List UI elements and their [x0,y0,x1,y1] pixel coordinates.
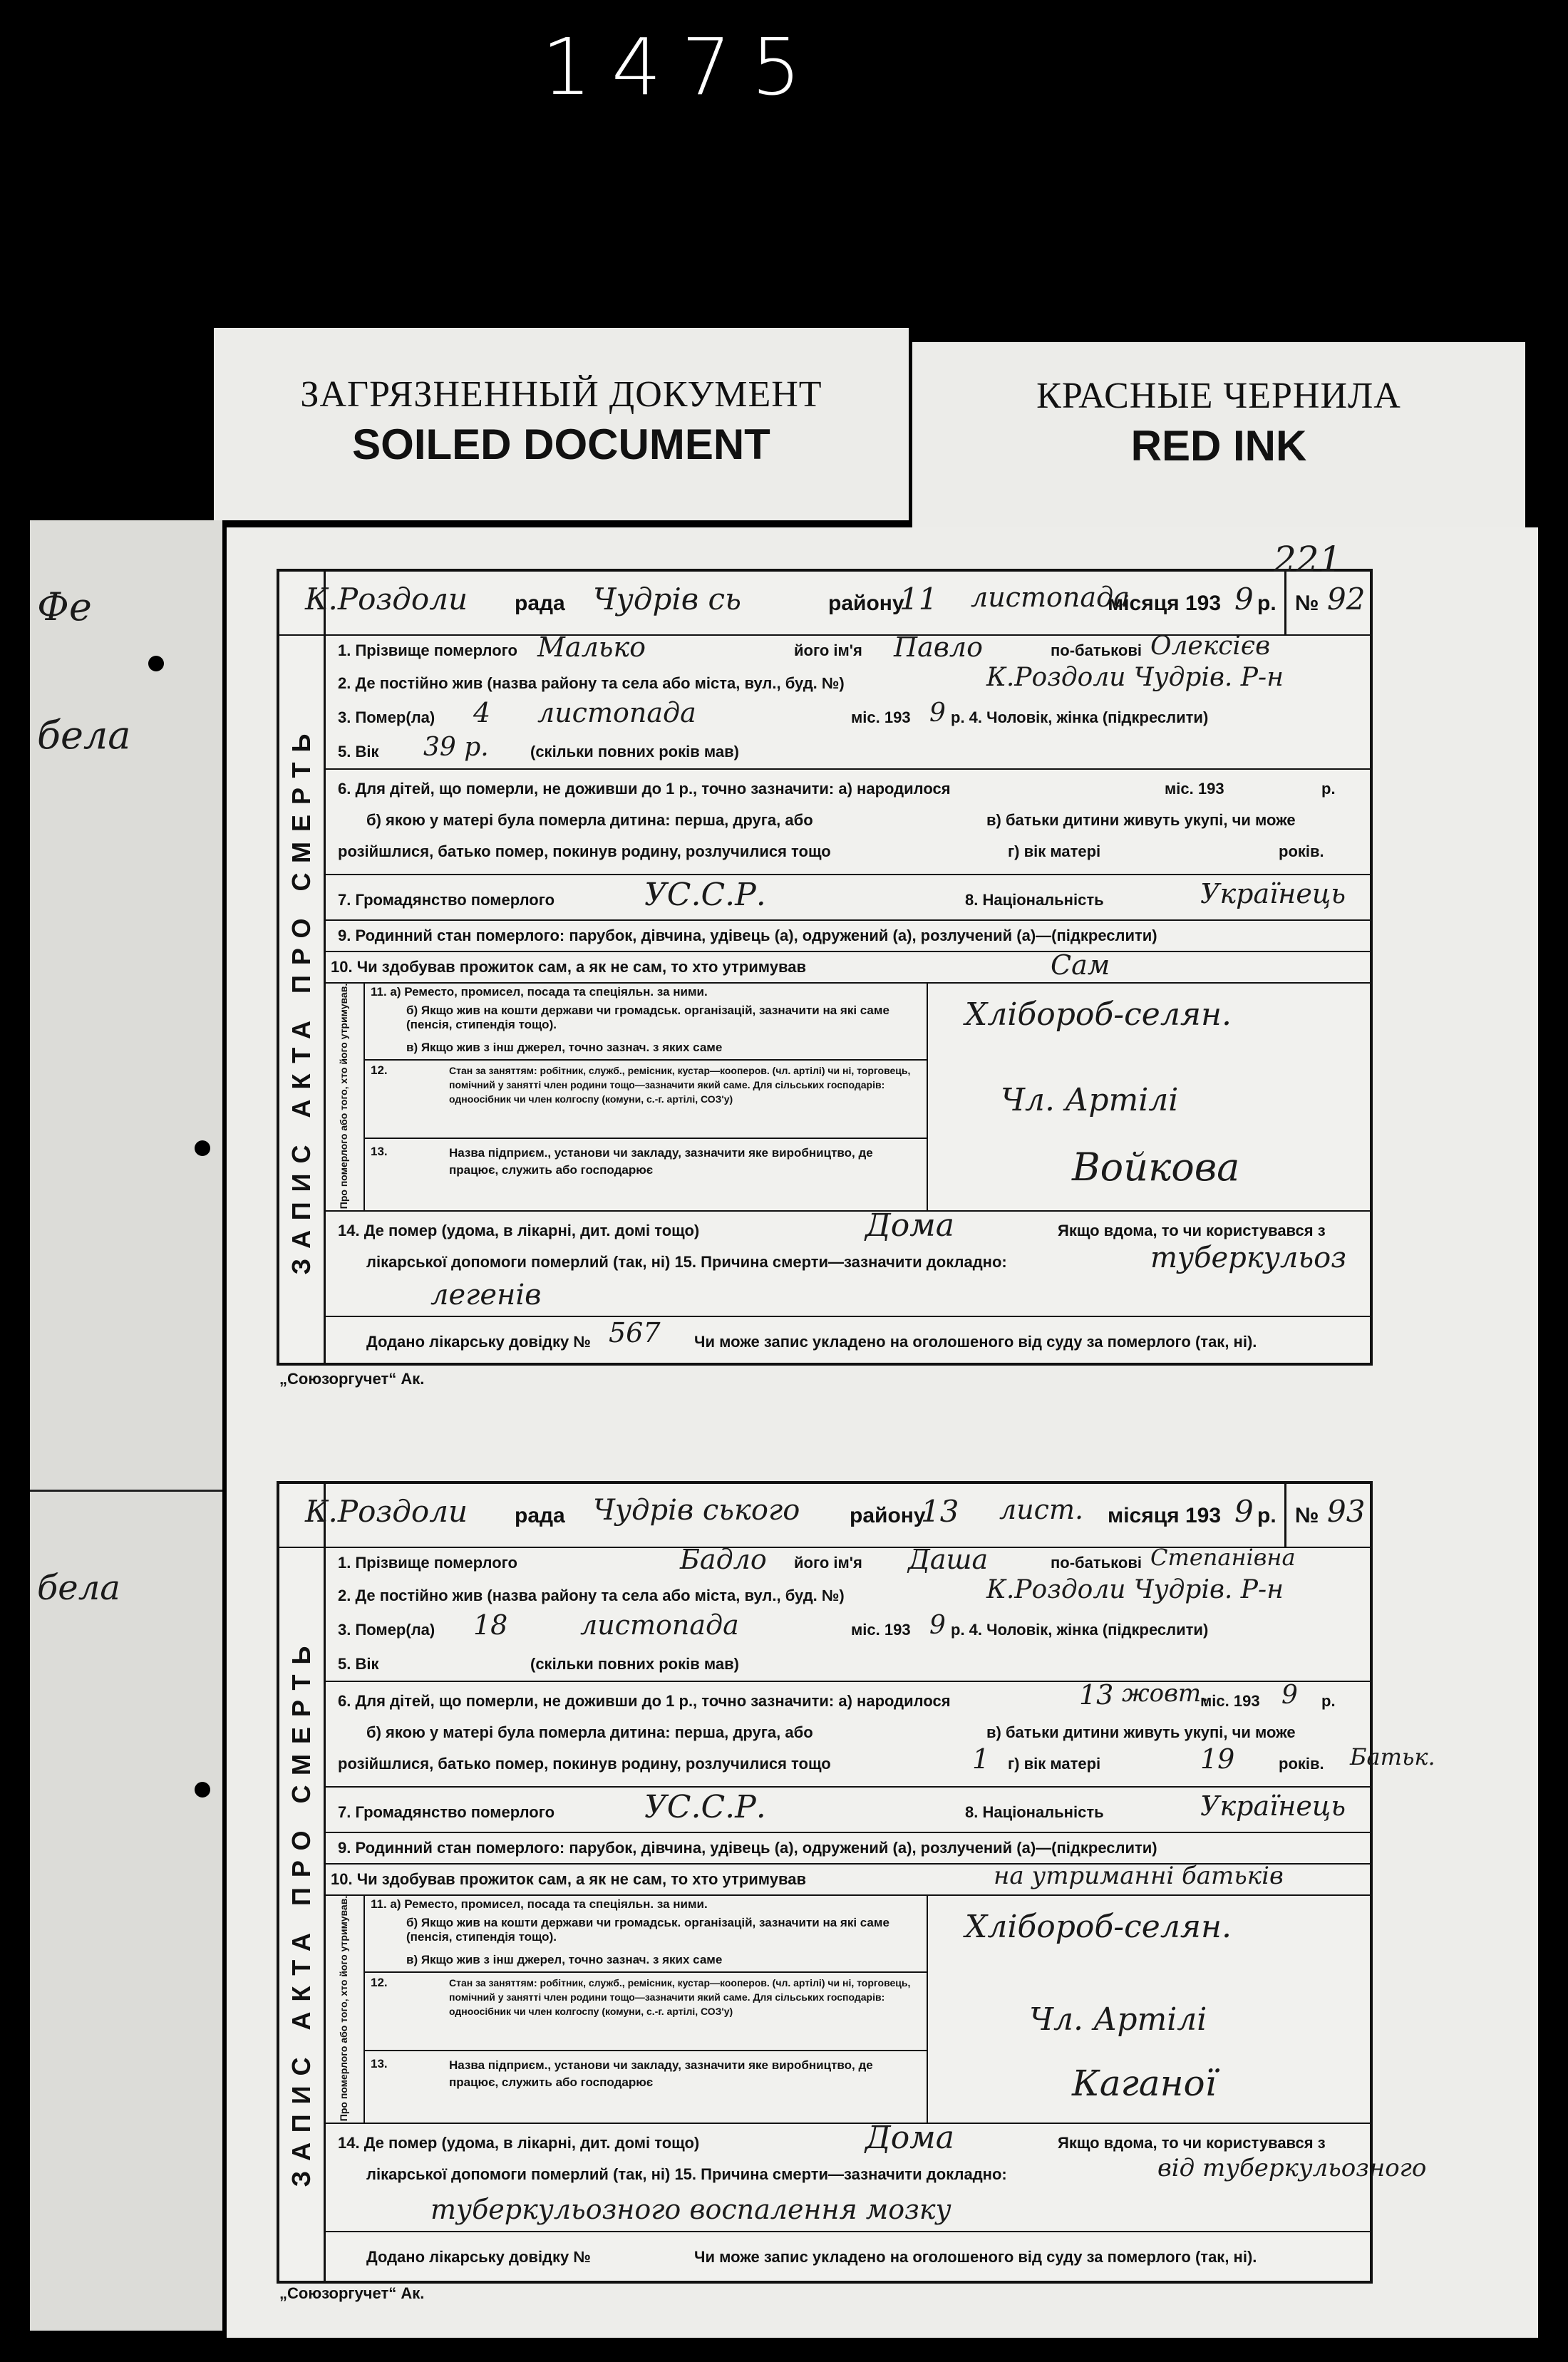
record-1-surname: Малько [537,631,646,663]
soiled-label-ru: ЗАГРЯЗНЕННЫЙ ДОКУМЕНТ [300,374,822,415]
record-2-field-10: 10. Чи здобував прожиток сам, а як не сам, то хто утримував на утриманні батьків [324,1863,1370,1896]
punch-hole-1 [148,656,164,671]
record-1-occupation: Хлібороб-селян. [965,996,1232,1033]
record-1-workplace: Войкова [1072,1145,1240,1190]
record-1-status: Чл. Артілі [1001,1082,1179,1118]
left-partial-sheet [30,520,222,2331]
record-1-district: Чудрів сь [593,582,741,617]
record-1-field-2: 2. Де постійно жив (назва району та села або міста, вул., буд. №) К.Роздоли Чудрів. Р-н [338,663,1284,692]
record-2-form-title: ЗАПИС АКТА ПРО СМЕРТЬ [287,1636,316,2187]
record-1-year: 9 [1234,582,1254,617]
left-fragment-top-2: бела [37,713,131,758]
record-1-field-1: 1. Прізвище померлого Малько його ім'я Павло по-батькові Олексієв [338,631,1271,663]
left-fragment-mid-1: бела [37,1568,120,1608]
punch-hole-2 [195,1140,210,1156]
record-2-header: К.Роздоли рада Чудрів ського району 13 лист. місяця 193 9 р. № 93 [279,1484,1370,1548]
record-1-label-r: р. [1257,592,1276,615]
record-1-nationality: Українець [1200,878,1346,909]
record-2-cause-cont: туберкульозного воспалення мозку [430,2194,951,2225]
record-2-residence: К.Роздоли Чудрів. Р-н [986,1575,1284,1604]
record-2-cause: від туберкульозного [1157,2154,1427,2182]
record-1-name: Павло [894,631,983,663]
record-1-day: 11 [899,582,938,617]
record-2-day: 13 [921,1494,959,1529]
record-1-age: 39 р. [423,733,489,762]
record-2-field-16: Додано лікарську довідку № Чи може запис укладено на оголошеного від суду за померлого (так, ні). [366,2248,1257,2266]
record-2-birth-year: 9 [1281,1681,1298,1710]
record-2-printer-mark: „Союзоргучет“ Ак. [279,2284,425,2302]
record-2-birth-day: 13 [1079,1679,1114,1711]
record-1-citizenship: УС.С.Р. [644,877,766,913]
record-2-workplace: Каганої [1072,2063,1217,2104]
record-1-fields-11-13: Про померлого або того, хто його утримував. 11. а) Реместо, промисел, посада та спеціяльн. за ними. б) Якщо жив на кошти держави чи громадськ. організацій, зазначити на які саме (пенсія, стипендія тощо). в) Якщо жив з інш джерел, точно зазнач. з яких саме Хлібороб-селян. 12. Стан за заняттям: робітник, служб., ремісник, кустар—кооперов. (чл. артілі) чи ні, торговець, помічний у занятті член родини тощо—зазначити який саме. Для сільських господарів: одноосібник чи член колгоспу (комуни, с.-г. артілі, СОЗ'у) Чл. Артілі 13. Назва підприєм., установи чи закладу, зазначити яке виробництво, де працює, служить або господарює Войкова [324,982,1370,1212]
red-label-ru: КРАСНЫЕ ЧЕРНИЛА [1036,376,1401,416]
record-2-name: Даша [908,1544,989,1575]
record-2-surname: Бадло [680,1544,767,1575]
record-1-label-rada: рада [515,592,565,615]
record-2-citizenship: УС.С.Р. [644,1789,766,1825]
record-1-field-10: 10. Чи здобував прожиток сам, а як не сам, то хто утримував Сам [324,951,1370,984]
record-2-place: Дома [865,2120,954,2156]
record-2-patronymic: Степанівна [1150,1544,1296,1571]
record-2-council: К.Роздоли [305,1494,468,1529]
record-2-side-strip [279,1484,326,2281]
record-2-number: 93 [1327,1494,1366,1529]
record-2-field-7: 7. Громадянство померлого УС.С.Р. 8. Національність Українець [324,1786,1370,1833]
death-record-2 [277,1481,1435,2284]
record-1-death-month: листопада [537,697,696,728]
record-1-printer-mark: „Союзоргучет“ Ак. [279,1370,425,1388]
record-2-occupation: Хлібороб-селян. [965,1909,1232,1945]
record-1-certificate: 567 [609,1317,661,1348]
record-1-field-9: 9. Родинний стан померлого: парубок, дівчина, удівець (а), одружений (а), розлучений (а)—(підкреслити) [324,919,1370,952]
record-1-patronymic: Олексієв [1150,631,1271,661]
archive-number: 1475 [542,21,821,113]
record-2-parents-note: Батьк. [1350,1743,1435,1770]
record-2-fields-11-13: Про померлого або того, хто його утримував. 11. а) Реместо, промисел, посада та спеціяльн. за ними. б) Якщо жив на кошти держави чи громадськ. організацій, зазначити на які саме (пенсія, стипендія тощо). в) Якщо жив з інш джерел, точно зазнач. з яких саме Хлібороб-селян. 12. Стан за заняттям: робітник, служб., ремісник, кустар—кооперов. (чл. артілі) чи ні, торговець, помічний у занятті член родини тощо—зазначити який саме. Для сільських господарів: одноосібник чи член колгоспу (комуни, с.-г. артілі, СОЗ'у) Чл. Артілі 13. Назва підприєм., установи чи закладу, зазначити яке виробництво, де працює, служить або господарює Каганої [324,1894,1370,2124]
record-1-label-month: місяця 193 [1108,592,1222,615]
record-1-field-5: 5. Вік 39 р. (скільки повних років мав) [324,733,1370,770]
record-1-form-title: ЗАПИС АКТА ПРО СМЕРТЬ [287,723,316,1275]
record-2-field-1: 1. Прізвище померлого Бадло його ім'я Даша по-батькові Степанівна [338,1544,1296,1575]
record-1-field-14: 14. Де помер (удома, в лікарні, дит. домі тощо) Дома Якщо вдома, то чи користувався з лікарської допомоги померлий (так, ні) 15. Причина смерти—зазначити докладно: туберкульоз легенів [324,1210,1370,1317]
record-2-year: 9 [1234,1494,1254,1529]
record-2-child-order: 1 [972,1743,990,1775]
record-2-field-5: 5. Вік (скільки повних років мав) [324,1645,1370,1682]
record-1-header [279,539,1370,636]
left-fragment-top-1: Фе [37,584,92,629]
record-1-number: 92 [1327,582,1366,617]
record-1-field-16: Додано лікарську довідку № 567 Чи може запис укладено на оголошеного від суду за померлого (так, ні). [366,1317,1257,1351]
soiled-document-label [214,328,909,520]
record-1-field-6: 6. Для дітей, що померли, не доживши до 1 р., точно зазначити: а) народилося міс. 193 р. б) якою у матері була померла дитина: перша, друга, або в) батьки дитини живуть укупі, чи може розійшлися, батько помер, покинув родину, розлучилися тощо г) вік матері років. [324,768,1370,875]
record-2-month: лист. [999,1494,1084,1525]
record-1-support: Сам [1051,949,1110,981]
red-ink-label [912,342,1525,535]
record-2-death-month: листопада [580,1609,739,1641]
record-1-field-3: 3. Помер(ла) 4 листопада міс. 193 9 р. 4. Чоловік, жінка (підкреслити) [338,697,1209,728]
record-2-field-6: 6. Для дітей, що померли, не доживши до 1 р., точно зазначити: а) народилося 13 жовт. міс. 193 9 р. б) якою у матері була померла дитина: перша, друга, або в) батьки дитини живуть укупі, чи може розійшлися, батько помер, покинув родину, розлучилися тощо 1 г) вік матері 19 років. Батьк. [324,1681,1370,1788]
punch-hole-3 [195,1782,210,1798]
record-1-cause-cont: легенів [430,1279,542,1311]
record-1-field-7: 7. Громадянство померлого УС.С.Р. 8. Національність Українець [324,874,1370,921]
record-1-side-strip [279,572,326,1363]
record-1-month: листопада [971,582,1130,613]
red-label-en: RED INK [1130,422,1307,470]
record-2-support: на утриманні батьків [994,1862,1284,1890]
record-1-death-day: 4 [473,697,491,728]
record-1-label-rayon: району [828,592,904,615]
death-record-1 [277,539,1373,1366]
record-2-nationality: Українець [1200,1790,1346,1822]
record-2-field-2: 2. Де постійно жив (назва району та села або міста, вул., буд. №) К.Роздоли Чудрів. Р-н [338,1575,1284,1604]
record-2-mother-age: 19 [1200,1743,1235,1775]
record-1-stamp: 221 [1274,539,1342,580]
record-1-council: К.Роздоли [305,582,468,617]
record-2-district: Чудрів ського [593,1494,800,1527]
record-1-label-no: № [1295,592,1319,615]
record-2-status: Чл. Артілі [1029,2001,1207,2038]
record-2-field-9: 9. Родинний стан померлого: парубок, дівчина, удівець (а), одружений (а), розлучений (а)—(підкреслити) [324,1832,1370,1865]
record-2-death-day: 18 [473,1609,508,1641]
record-1-cause: туберкульоз [1150,1242,1347,1274]
record-2-field-14: 14. Де помер (удома, в лікарні, дит. домі тощо) Дома Якщо вдома, то чи користувався з лікарської допомоги померлий (так, ні) 15. Причина смерти—зазначити докладно: від туберкульозного туберкульозного воспалення мозку [324,2123,1370,2232]
record-2-birth-month: жовт. [1122,1679,1209,1708]
record-1-place: Дома [865,1207,954,1244]
record-1-residence: К.Роздоли Чудрів. Р-н [986,663,1284,692]
record-2-field-3: 3. Помер(ла) 18 листопада міс. 193 9 р. 4. Чоловік, жінка (підкреслити) [338,1609,1209,1641]
soiled-label-en: SOILED DOCUMENT [352,421,770,468]
